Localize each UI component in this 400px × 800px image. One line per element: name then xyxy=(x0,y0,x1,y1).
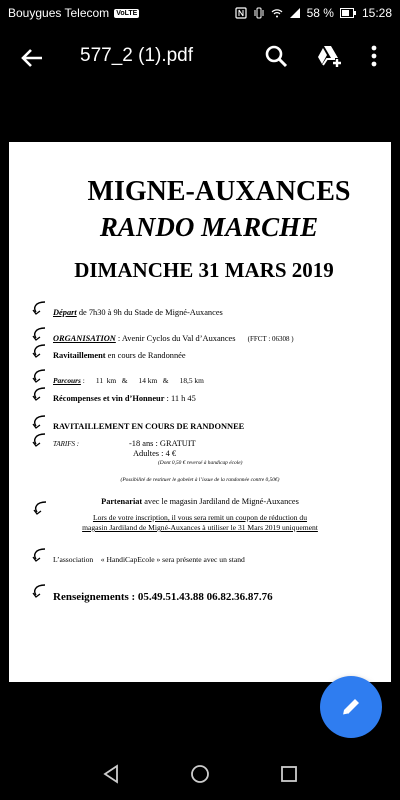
app-toolbar xyxy=(0,28,400,88)
status-bar xyxy=(0,0,400,28)
edit-fab-button[interactable] xyxy=(320,676,382,738)
system-nav-bar xyxy=(0,748,400,800)
tarifs-label: TARIFS : xyxy=(53,440,80,448)
curved-arrow-icon xyxy=(31,300,47,318)
back-arrow-icon[interactable] xyxy=(18,44,46,72)
depart-text: de 7h30 à 9h du Stade de Migné-Auxances xyxy=(76,308,223,317)
curved-arrow-icon xyxy=(31,583,47,601)
depart-row xyxy=(53,308,223,317)
coupon-line-1: Lors de votre inscription, il vous sera remit un coupon de réduction du xyxy=(92,513,308,522)
curved-arrow-icon xyxy=(31,326,47,344)
organisation-label: ORGANISATION xyxy=(53,334,116,343)
volte-badge: VoLTE xyxy=(116,9,138,17)
ravitaillement-row xyxy=(53,351,186,360)
tarif-line-2: Adultes : 4 € xyxy=(133,449,177,458)
curved-arrow-icon xyxy=(31,414,47,432)
tarif-line-1: -18 ans : GRATUIT xyxy=(129,439,196,448)
nav-recent-apps-icon[interactable] xyxy=(279,764,299,784)
recompenses-text: : 11 h 45 xyxy=(164,394,196,403)
nav-home-icon[interactable] xyxy=(190,764,210,784)
curved-arrow-icon xyxy=(31,432,47,450)
depart-label: Départ xyxy=(53,308,77,317)
partenariat-text: avec le magasin Jardiland de Migné-Auxances xyxy=(142,497,299,506)
partenariat-label: Partenariat xyxy=(101,497,143,506)
recompenses-label: Récompenses et vin d’Honneur xyxy=(53,394,165,403)
tarifs-row xyxy=(53,440,79,448)
more-options-icon[interactable] xyxy=(368,44,380,68)
battery-icon xyxy=(340,8,356,18)
doc-date: DIMANCHE 31 MARS 2019 xyxy=(74,258,334,282)
parcours-label: Parcours xyxy=(53,376,81,385)
wifi-icon xyxy=(271,7,283,19)
battery-percent: 58 % xyxy=(306,6,334,20)
parcours-text: : 11 km & 14 km & 18,5 km xyxy=(80,376,204,385)
partenariat-row xyxy=(9,497,391,506)
renseignements-text: Renseignements : 05.49.51.43.88 06.82.36.87.76 xyxy=(53,591,273,603)
curved-arrow-icon xyxy=(31,343,47,361)
ravitaillement-label: Ravitaillement xyxy=(53,351,106,360)
organisation-text: : Avenir Cyclos du Val d’Auxances xyxy=(115,334,236,343)
curved-arrow-icon xyxy=(31,368,47,386)
nfc-icon xyxy=(235,7,247,19)
ravit-caps-row xyxy=(53,422,244,431)
renseignements-row xyxy=(53,591,273,603)
parcours-row xyxy=(53,376,204,385)
handicap-text: L’association « HandiCapEcole » sera présente avec un stand xyxy=(53,555,245,564)
document-title: 577_2 (1).pdf xyxy=(80,45,194,66)
ravitaillement-text: en cours de Randonnée xyxy=(105,351,186,360)
signal-icon xyxy=(289,7,301,19)
curved-arrow-icon xyxy=(31,386,47,404)
pdf-page[interactable] xyxy=(9,142,391,682)
add-to-drive-icon[interactable] xyxy=(316,44,342,68)
handicap-row xyxy=(53,555,245,564)
gobelet-note: (Possibilité de restituer le gobelet à l’issue de la randonnée contre 0,50€) xyxy=(120,477,280,483)
doc-heading: MIGNE-AUXANCES xyxy=(87,176,351,207)
curved-arrow-icon xyxy=(31,547,47,565)
carrier-label: Bouygues Telecom xyxy=(8,6,110,20)
clock: 15:28 xyxy=(361,6,392,20)
nav-back-icon[interactable] xyxy=(101,764,121,784)
organisation-row xyxy=(53,334,294,343)
tarif-note: (Dont 0,50 € reversé à handicap école) xyxy=(158,460,243,466)
ravitaillement-caps: RAVITAILLEMENT EN COURS DE RANDONNEE xyxy=(53,422,245,431)
coupon-line-2: magasin Jardiland de Migné-Auxances à utiliser le 31 Mars 2019 uniquement xyxy=(82,523,318,532)
ffct-code: (FFCT : 06308 ) xyxy=(247,335,294,343)
doc-subheading: RANDO MARCHE xyxy=(99,212,319,242)
recompenses-row xyxy=(53,394,196,403)
search-icon[interactable] xyxy=(264,44,288,68)
pencil-icon xyxy=(339,695,363,719)
vibrate-icon xyxy=(253,7,265,19)
